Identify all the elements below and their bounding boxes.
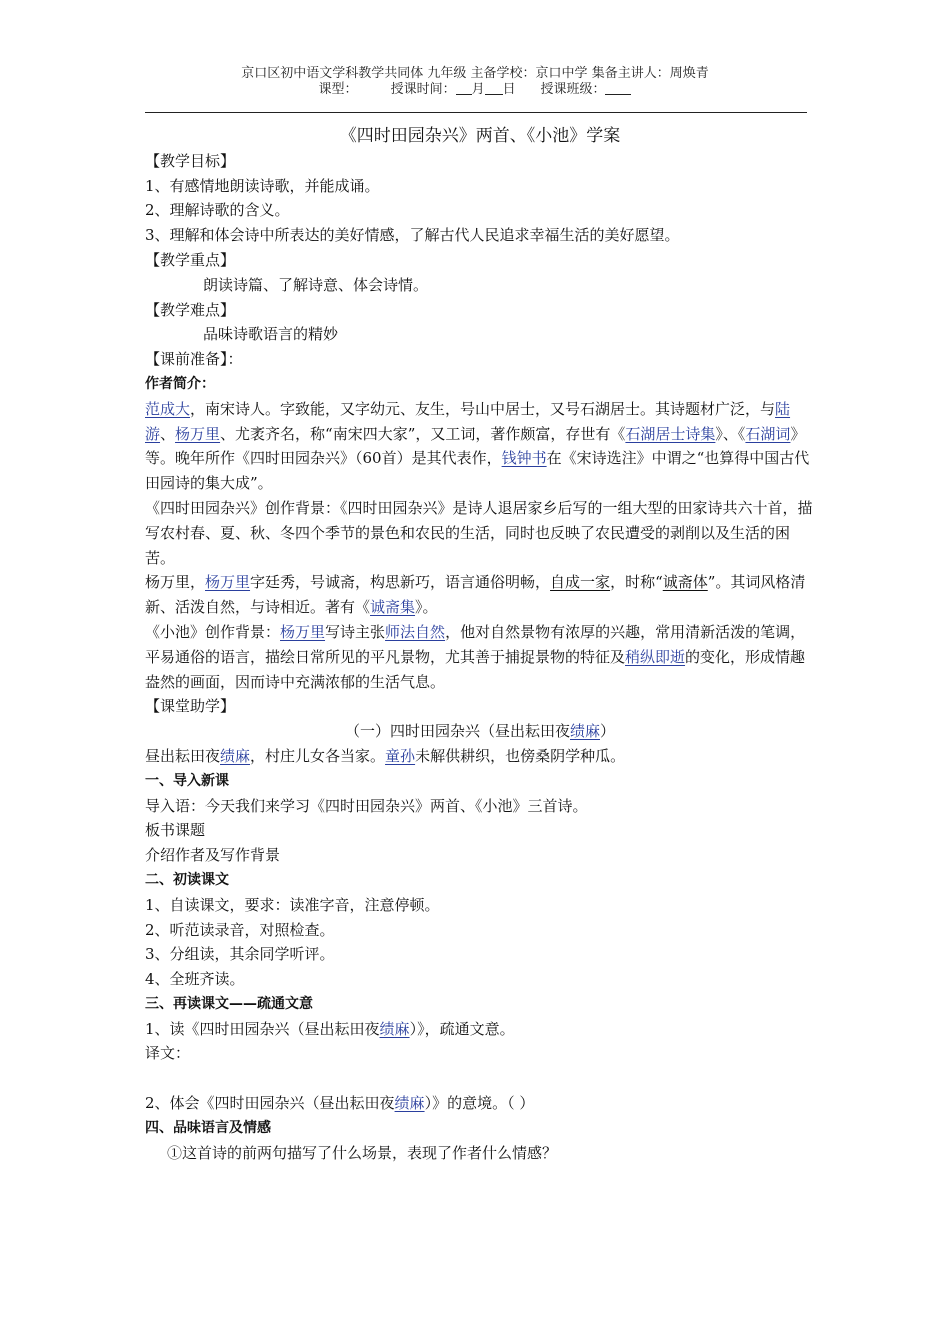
term-zichengyijia: 自成一家 — [550, 573, 611, 592]
text-run: 《小池》创作背景： — [145, 622, 281, 641]
class-heading: 【课堂助学】 — [145, 697, 236, 716]
yang-wanli-paragraph — [145, 570, 815, 620]
link-yang-wanli[interactable]: 杨万里 — [205, 573, 251, 592]
link-yang-wanli[interactable]: 杨万里 — [280, 622, 326, 641]
section-3-line — [145, 1091, 815, 1116]
poem-text — [145, 744, 815, 769]
link-jima[interactable]: 绩麻 — [569, 722, 600, 741]
class-blank[interactable] — [605, 82, 631, 95]
link-jima[interactable]: 绩麻 — [394, 1094, 425, 1113]
author-heading: 作者简介： — [145, 375, 215, 392]
section-2-heading: 二、初读课文 — [145, 871, 229, 888]
link-shifa-ziran[interactable]: 师法自然 — [385, 622, 446, 641]
text-run: ） — [600, 722, 616, 741]
link-jima[interactable]: 绩麻 — [220, 746, 251, 765]
text-run: 1、读《四时田园杂兴（昼出耘田夜 — [145, 1019, 380, 1038]
link-jima[interactable]: 绩麻 — [379, 1019, 410, 1038]
term-chengzhaiti: 诚斋体 — [662, 573, 708, 592]
goal-item: 3、理解和体会诗中所表达的美好情感，了解古代人民追求幸福生活的美好愿望。 — [145, 226, 680, 245]
text-run: 、 — [160, 424, 176, 443]
translation-label: 译文： — [145, 1044, 191, 1063]
goals-heading: 【教学目标】 — [145, 151, 236, 170]
question-1: ①这首诗的前两句描写了什么场景，表现了作者什么情感？ — [167, 1143, 558, 1162]
text-run: 、尤袤齐名，称“南宋四大家”，又工词，著作颇富，存世有《 — [220, 424, 626, 443]
text-run: ，南宋诗人。字致能，又字幼元、友生，号山中居士，又号石湖居士。其诗题材广泛，与 — [190, 399, 776, 418]
text-run: 》等。晚年所作《四时田园杂兴》（60首）是其代表作， — [145, 424, 806, 468]
poem-title — [145, 719, 815, 744]
link-shihu-ci[interactable]: 石湖词 — [745, 424, 791, 443]
section-1-heading: 一、导入新课 — [145, 772, 229, 789]
link-qian-zhongshu[interactable]: 钱钟书 — [501, 449, 547, 468]
background-paragraph-1: 《四时田园杂兴》创作背景：《四时田园杂兴》是诗人退居家乡后写的一组大型的田家诗共六十首，描写农村春、夏、秋、冬四个季节的景色和农民的生活，同时也反映了农民遭受的剥削以及生活的困苦。 — [145, 498, 813, 567]
link-lu-you[interactable]: 陆游 — [145, 399, 791, 443]
text-run: 杨万里， — [145, 573, 206, 592]
background-paragraph-2 — [145, 620, 815, 694]
day-label: 日 — [502, 82, 516, 97]
difficulty-heading: 【教学难点】 — [145, 300, 236, 319]
text-run: 》。 — [415, 598, 438, 617]
author-paragraph — [145, 397, 815, 496]
difficulty-text: 品味诗歌语言的精妙 — [203, 325, 339, 344]
section-2-line: 3、分组读，其余同学听评。 — [145, 945, 335, 964]
lesson-type-label: 课型： — [318, 82, 358, 97]
translation-answer-space[interactable] — [145, 1066, 815, 1091]
link-chengzhai-ji[interactable]: 诚斋集 — [370, 598, 416, 617]
link-shaozong-jishi[interactable]: 稍纵即逝 — [625, 647, 686, 666]
link-shihu-poems[interactable]: 石湖居士诗集 — [625, 424, 716, 443]
day-blank[interactable] — [485, 82, 503, 95]
text-run: 在《宋诗选注》中谓之“也算得中国古代田园诗的集大成”。 — [145, 449, 810, 493]
link-fan-chengda[interactable]: 范成大 — [145, 399, 191, 418]
section-2-line: 2、听范读录音，对照检查。 — [145, 920, 335, 939]
prep-heading: 【课前准备】： — [145, 350, 243, 369]
class-label: 授课班级： — [540, 82, 606, 97]
text-run: 的变化，形成情趣盎然的画面，因而诗中充满浓郁的生活气息。 — [145, 647, 806, 691]
header-line-1: 京口区初中语文学科教学共同体 九年级 主备学校：京口中学 集备主讲人：周焕青 — [241, 66, 709, 81]
section-2-line: 4、全班齐读。 — [145, 970, 245, 989]
section-1-line: 板书课题 — [145, 821, 206, 840]
header-line-2 — [0, 82, 950, 98]
focus-heading: 【教学重点】 — [145, 250, 236, 269]
section-3-heading: 三、再读课文——疏通文意 — [145, 995, 313, 1012]
section-2-line: 1、自读课文，要求：读准字音，注意停顿。 — [145, 895, 440, 914]
section-1-line: 介绍作者及写作背景 — [145, 846, 281, 865]
section-1-line: 导入语：今天我们来学习《四时田园杂兴》两首、《小池》三首诗。 — [145, 796, 588, 815]
month-blank[interactable] — [456, 82, 472, 95]
text-run: ，村庄儿女各当家。 — [250, 746, 386, 765]
text-run: 写诗主张 — [325, 622, 386, 641]
focus-text: 朗读诗篇、了解诗意、体会诗情。 — [203, 275, 429, 294]
section-4-heading: 四、品味语言及情感 — [145, 1119, 271, 1136]
text-run: ，时称“ — [610, 573, 663, 592]
document-title: 《四时田园杂兴》两首、《小池》学案 — [339, 126, 621, 146]
goal-item: 1、有感情地朗读诗歌，并能成诵。 — [145, 176, 380, 195]
text-run: 字廷秀，号诚斋，构思新巧，语言通俗明畅， — [250, 573, 551, 592]
text-run: 未解供耕织，也傍桑阴学种瓜。 — [415, 746, 626, 765]
time-label: 授课时间： — [390, 82, 456, 97]
text-run: 》、《 — [715, 424, 746, 443]
text-run: （一）四时田园杂兴（昼出耘田夜 — [344, 722, 570, 741]
text-run: 2、体会《四时田园杂兴（昼出耘田夜 — [145, 1094, 395, 1113]
section-3-line — [145, 1017, 815, 1042]
text-run: ，他对自然景物有浓厚的兴趣，常用清新活泼的笔调，平易通俗的语言，描绘日常所见的平凡景物，尤其善于捕捉景物的特征及 — [145, 622, 806, 666]
link-tongsun[interactable]: 童孙 — [385, 746, 416, 765]
text-run: ”。其词风格清新、活泼自然，与诗相近。著有《 — [145, 573, 806, 617]
header-divider — [145, 112, 807, 113]
month-label: 月 — [471, 82, 485, 97]
link-yang-wanli[interactable]: 杨万里 — [175, 424, 221, 443]
text-run: ）》的意境。（ ） — [424, 1094, 535, 1113]
goal-item: 2、理解诗歌的含义。 — [145, 201, 290, 220]
text-run: 昼出耘田夜 — [145, 746, 221, 765]
worksheet-body — [145, 124, 815, 1165]
text-run: ）》，疏通文意。 — [409, 1019, 515, 1038]
